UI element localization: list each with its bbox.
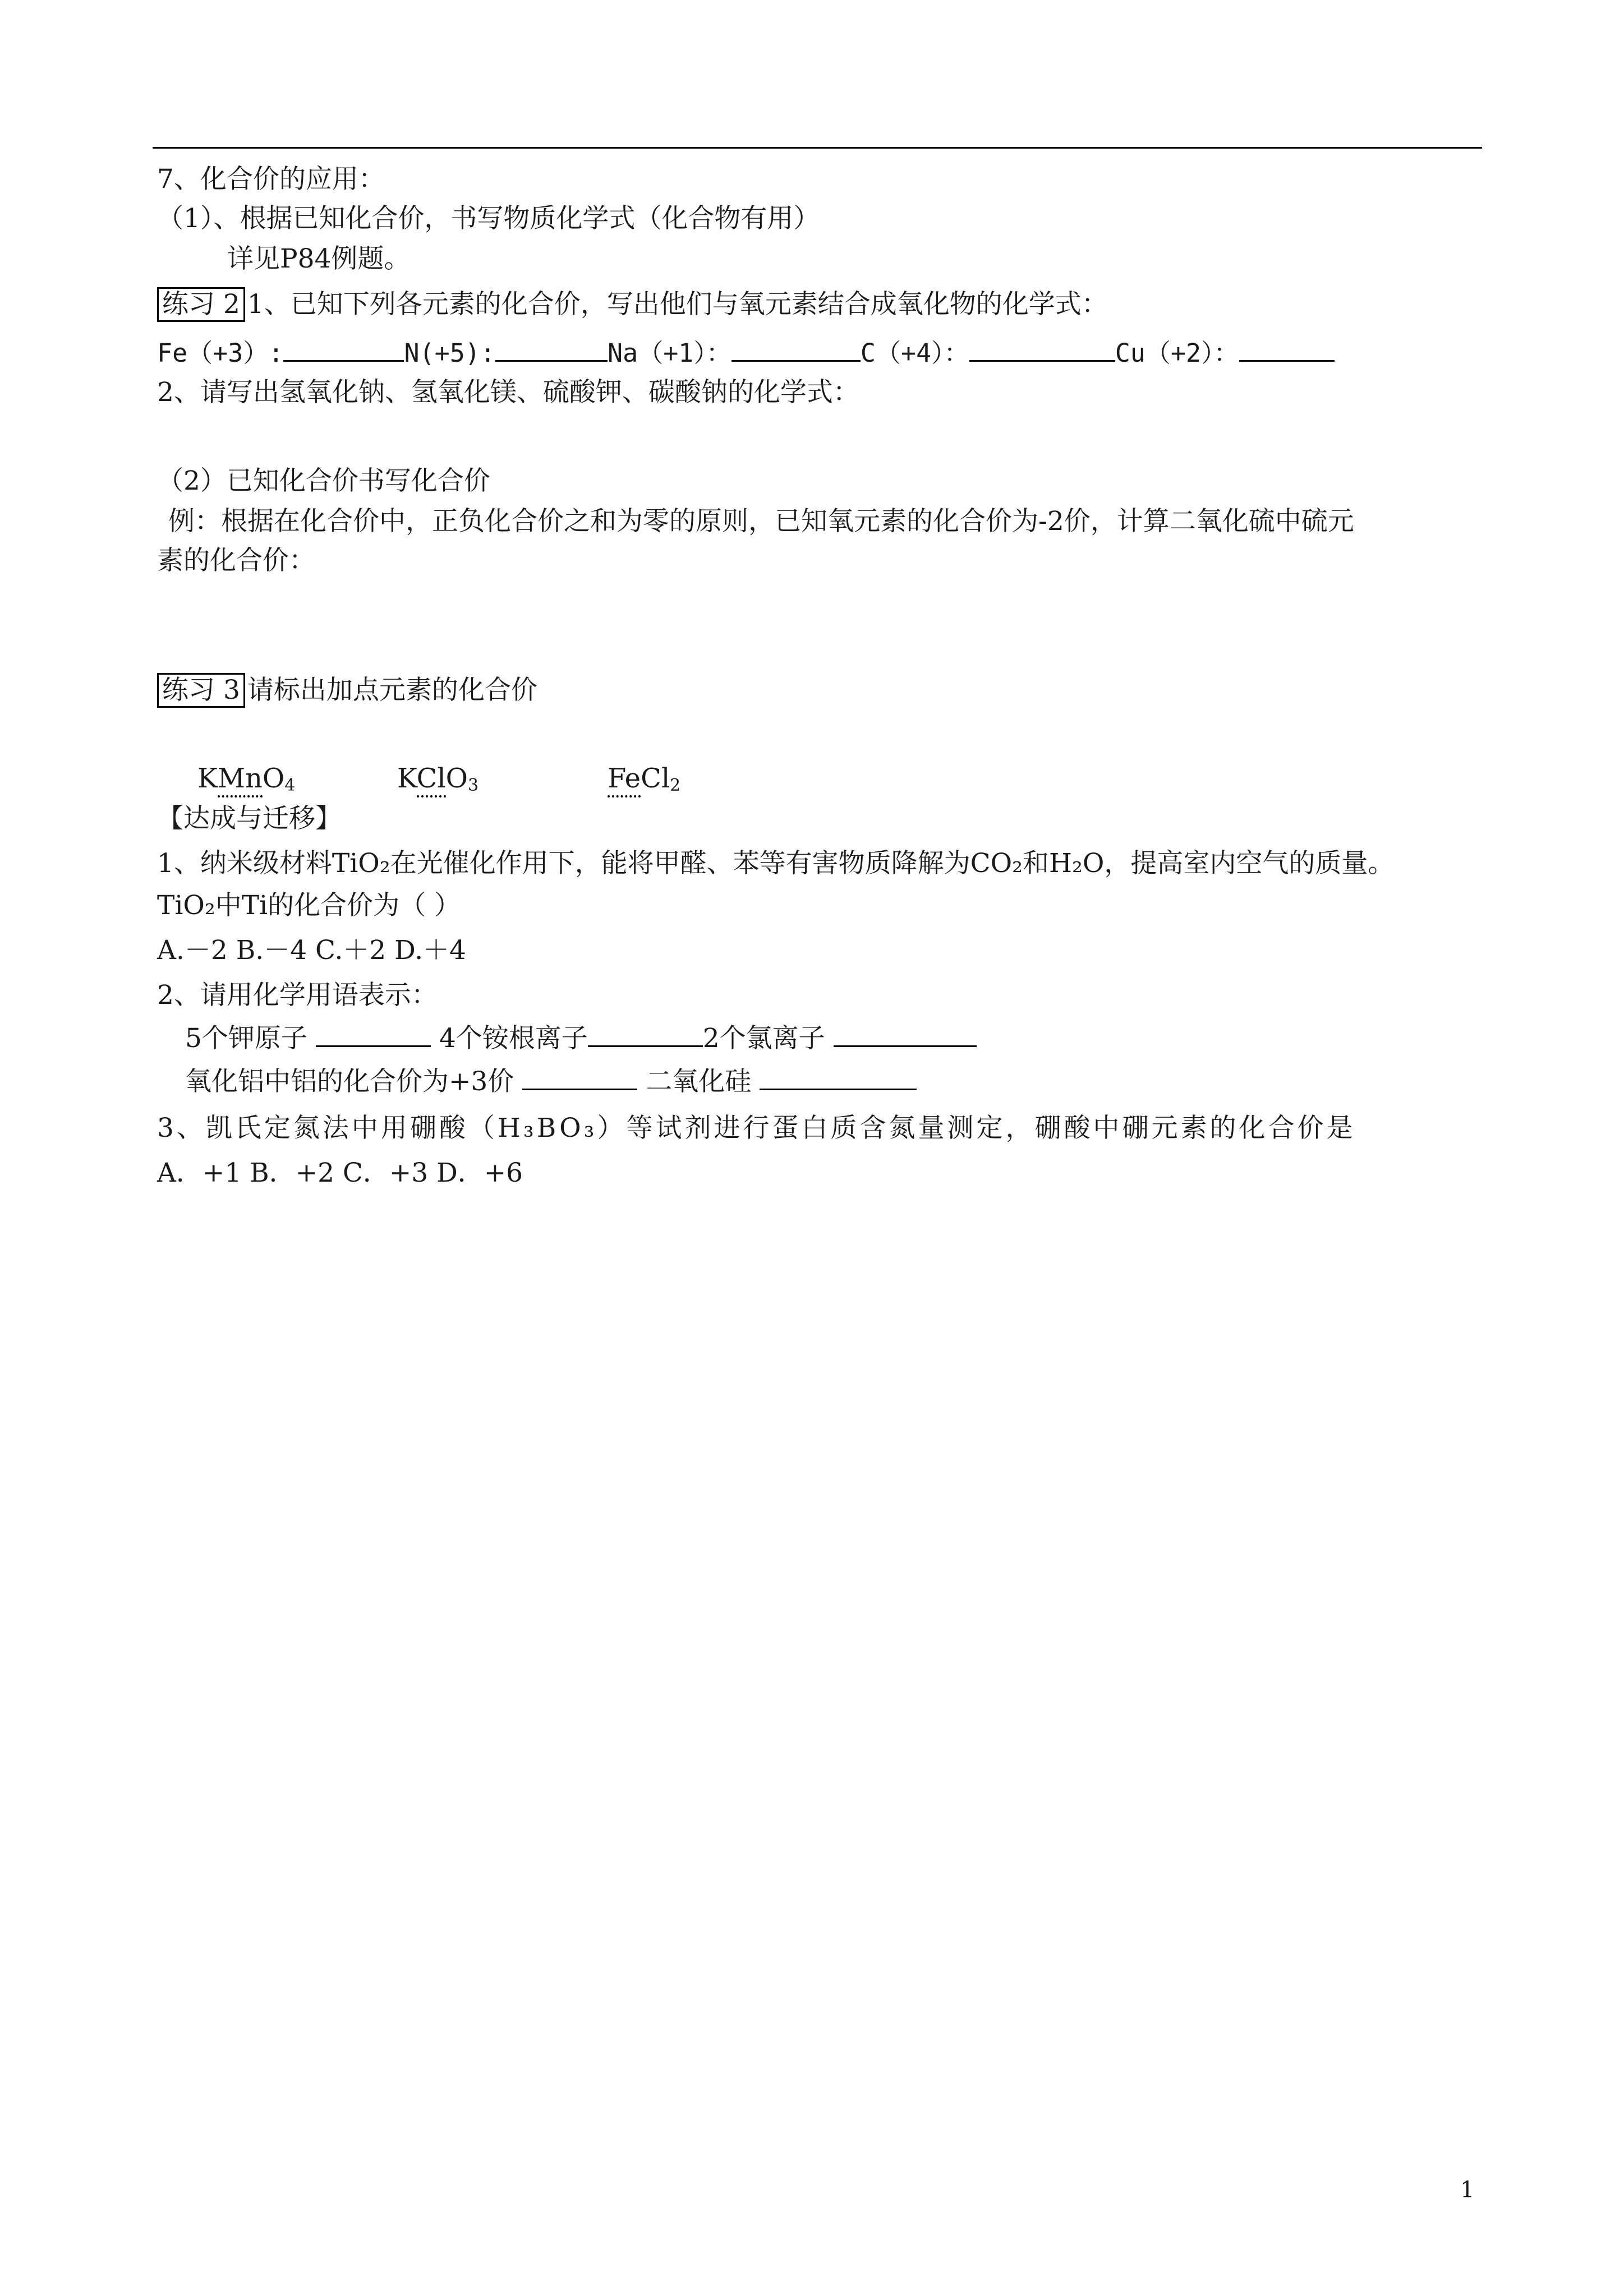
c-item: C（+4）： — [860, 338, 969, 368]
n-blank[interactable] — [495, 335, 608, 362]
exercise-3-text: 请标出加点元素的化合价 — [247, 675, 537, 706]
q2-blank-c[interactable] — [834, 1021, 977, 1047]
fe-item: Fe（+3）: — [157, 338, 284, 368]
q1-line-2: TiO₂中Ti的化合价为（ ） — [157, 890, 461, 921]
dotted-element: Cl — [417, 763, 446, 797]
formula-fecl2: FeCl$_2$ — [608, 762, 680, 803]
q3-line: 3、凯氏定氮法中用硼酸（H₃BO₃）等试剂进行蛋白质含氮量测定，硼酸中硼元素的化合价是 — [157, 1113, 1356, 1144]
exercise-3-label: 练习 3 — [157, 673, 245, 708]
exercise-2-line — [157, 287, 1108, 322]
example-line-1: 例：根据在化合价中，正负化合价之和为零的原则，已知氧元素的化合价为-2价，计算二氧化硫中硫元 — [168, 506, 1354, 537]
header-rule — [153, 147, 1482, 149]
q2-blank-d[interactable] — [522, 1064, 637, 1090]
q2-line-2 — [185, 1064, 917, 1099]
q2-item-b: 4个铵根离子 — [439, 1023, 588, 1054]
q2-line-1 — [185, 1021, 977, 1055]
n-item: N(+5): — [404, 338, 496, 368]
q2-title: 2、请用化学用语表示： — [157, 980, 438, 1011]
page-number: 1 — [1460, 2177, 1475, 2203]
q2-blank-a[interactable] — [316, 1021, 431, 1047]
q2-blank-b[interactable] — [588, 1021, 703, 1047]
section-title: 7、化合价的应用： — [157, 164, 385, 195]
exercise-2-question: 1、已知下列各元素的化合价，写出他们与氧元素结合成氧化物的化学式： — [247, 289, 1108, 320]
dotted-element: Fe — [608, 763, 641, 797]
formula-kmno4: KMnO$_4$ — [197, 762, 295, 803]
example-line-2: 素的化合价： — [157, 545, 315, 576]
na-item: Na（+1）： — [608, 338, 732, 368]
na-blank[interactable] — [732, 335, 861, 362]
cu-item: Cu（+2）： — [1115, 338, 1239, 368]
q2-item-a: 5个钾原子 — [185, 1023, 307, 1054]
q2-item-d: 氧化铝中铝的化合价为+3价 — [185, 1066, 514, 1097]
fe-blank[interactable] — [283, 335, 404, 362]
exercise-3-line — [157, 673, 537, 708]
c-blank[interactable] — [969, 335, 1115, 362]
section-2-title: 【达成与迁移】 — [157, 803, 342, 834]
oxide-fill-line — [157, 335, 1335, 370]
q2-item-c: 2个氯离子 — [702, 1023, 825, 1054]
formula-kclo3: KClO$_3$ — [397, 762, 479, 803]
q1-line-1: 1、纳米级材料TiO₂在光催化作用下，能将甲醛、苯等有害物质降解为CO₂和H₂O，提高室内空气的质量。 — [157, 848, 1395, 879]
exercise-2-label: 练习 2 — [157, 287, 245, 322]
sub-heading-2: （2）已知化合价书写化合价 — [157, 465, 490, 496]
q3-options: A．+1 B．+2 C．+3 D．+6 — [157, 1158, 523, 1188]
sub-heading-1: （1）、根据已知化合价，书写物质化学式（化合物有用） — [157, 203, 820, 234]
see-example: 详见P84例题。 — [227, 243, 411, 274]
dotted-element: Mn — [218, 763, 263, 797]
q2-blank-e[interactable] — [760, 1064, 917, 1090]
q2-item-e: 二氧化硅 — [646, 1066, 752, 1097]
q1-options: A.－2 B.－4 C.＋2 D.＋4 — [157, 935, 466, 966]
cu-blank[interactable] — [1239, 335, 1335, 362]
exercise-2-question-2: 2、请写出氢氧化钠、氢氧化镁、硫酸钾、碳酸钠的化学式： — [157, 377, 859, 408]
